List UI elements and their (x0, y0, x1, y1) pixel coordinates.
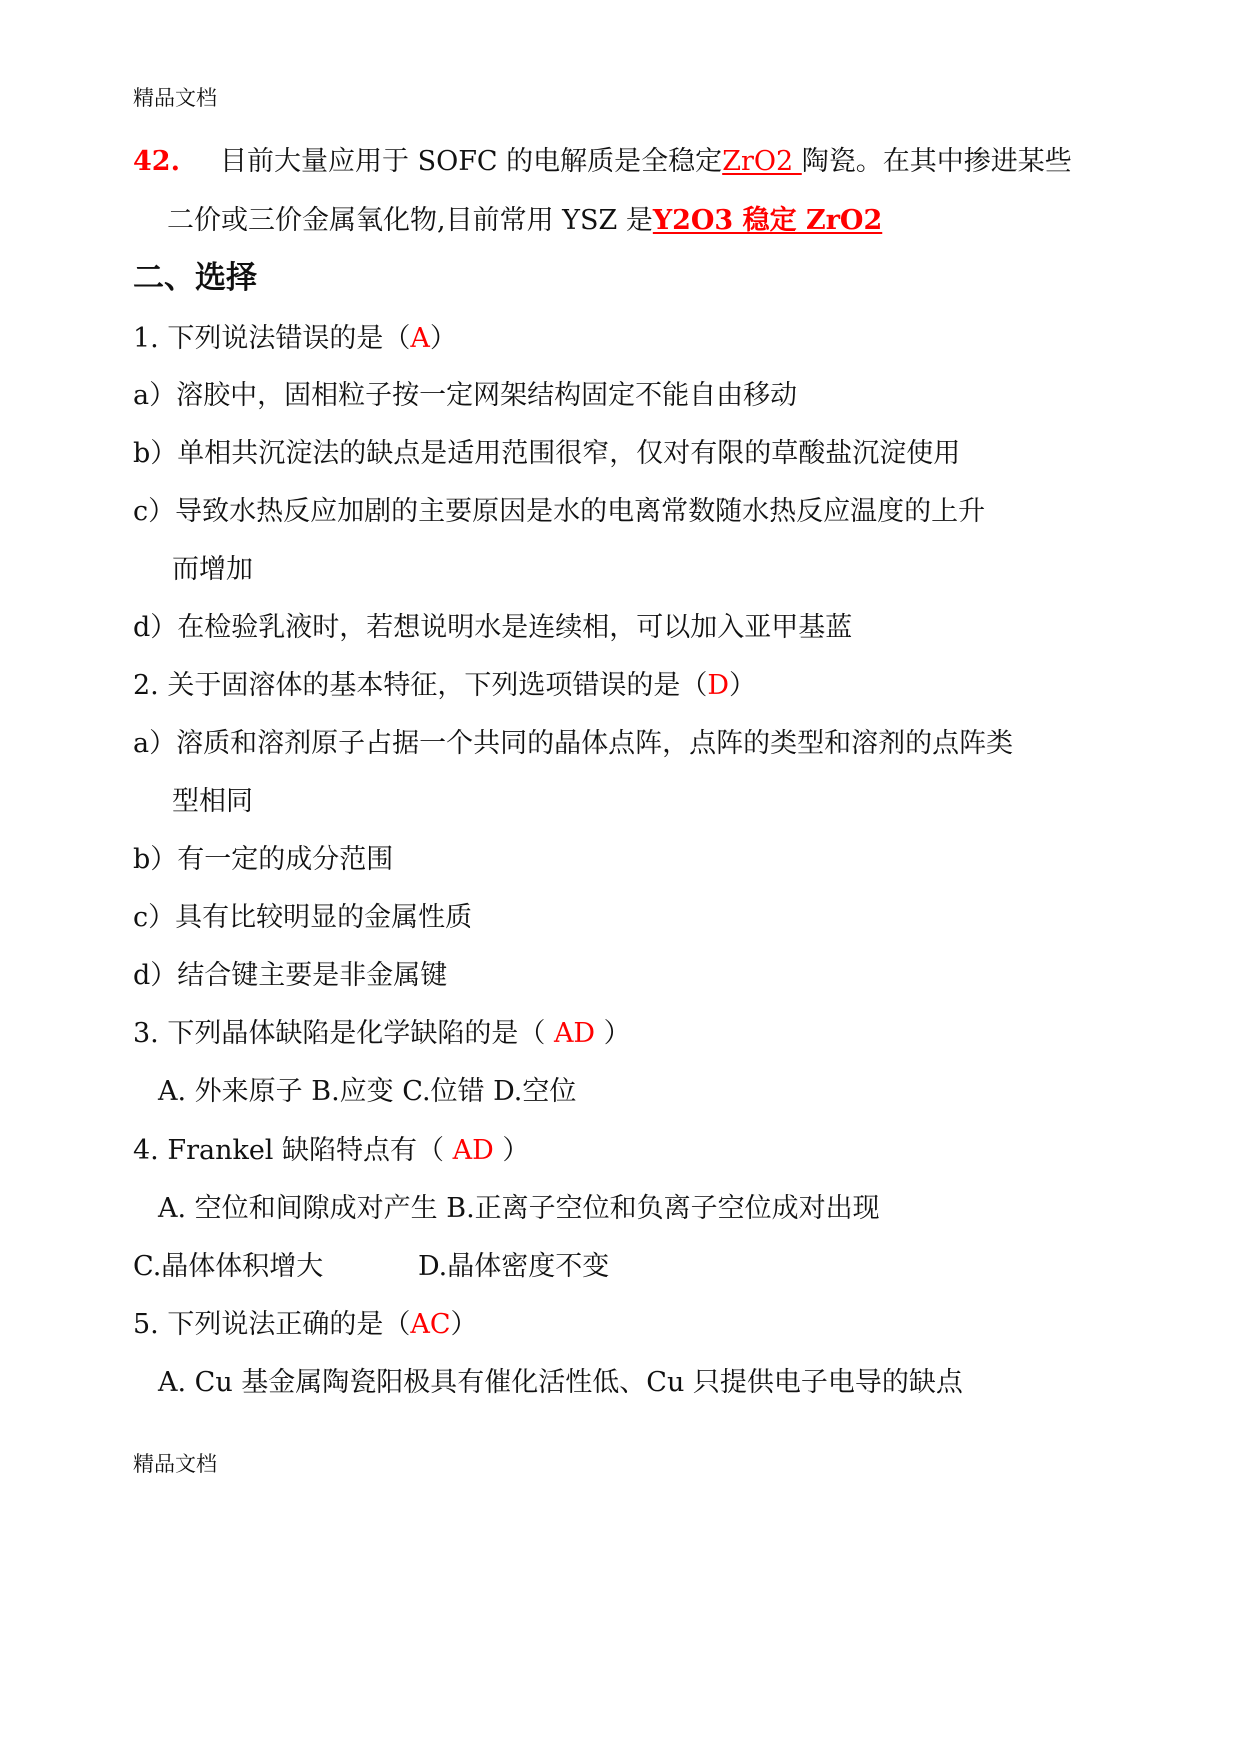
question-1-option-d: d）在检验乳液时，若想说明水是连续相，可以加入亚甲基蓝 (133, 612, 853, 643)
question-3-answer: AD (553, 1018, 596, 1049)
question-2-stem (133, 668, 756, 704)
page-header: 精品文档 (133, 86, 217, 110)
q42-line2-answer: Y2O3 稳定 ZrO2 (652, 205, 883, 236)
question-2-option-c: c）具有比较明显的金属性质 (133, 902, 473, 933)
question-3-text: 3. 下列晶体缺陷是化学缺陷的是（ (133, 1018, 554, 1049)
question-1-option-c: c）导致水热反应加剧的主要原因是水的电离常数随水热反应温度的上升 (133, 496, 986, 527)
question-4-text: 4. Frankel 缺陷特点有（ (133, 1135, 453, 1166)
question-1-option-c-cont: 而增加 (172, 554, 253, 585)
question-1-option-b: b）单相共沉淀法的缺点是适用范围很窄，仅对有限的草酸盐沉淀使用 (133, 438, 961, 469)
question-1-option-a: a）溶胶中，固相粒子按一定网架结构固定不能自由移动 (133, 380, 798, 411)
question-5-stem (133, 1307, 478, 1343)
question-3-stem (133, 1016, 631, 1052)
question-2-option-a-cont: 型相同 (172, 786, 253, 817)
question-2-close: ） (729, 670, 756, 701)
question-4-options-ab: A. 空位和间隙成对产生 B.正离子空位和负离子空位成对出现 (158, 1193, 880, 1224)
question-5-close: ） (450, 1309, 478, 1340)
q42-line1-answer: ZrO2 (722, 146, 802, 177)
question-4-answer: AD (452, 1135, 494, 1166)
question-4-stem (133, 1133, 529, 1169)
question-2-answer: D (707, 670, 729, 701)
question-2-option-d: d）结合键主要是非金属键 (133, 960, 448, 991)
q42-line-1 (133, 144, 1072, 180)
question-4-close: ） (493, 1135, 530, 1166)
question-5-answer: AC (410, 1309, 451, 1340)
question-1-stem (133, 321, 457, 357)
page-footer: 精品文档 (133, 1452, 217, 1476)
question-5-text: 5. 下列说法正确的是（ (133, 1309, 411, 1340)
question-2-option-b: b）有一定的成分范围 (133, 844, 394, 875)
q42-line1-text: 目前大量应用于 SOFC 的电解质是全稳定 (219, 146, 723, 177)
q42-line1-tail: 陶瓷。在其中掺进某些 (801, 146, 1072, 177)
question-1-close: ） (429, 323, 457, 354)
question-1-text: 1. 下列说法错误的是（ (133, 323, 411, 354)
section-title: 二、选择 (133, 260, 257, 296)
question-2-option-a: a）溶质和溶剂原子占据一个共同的晶体点阵，点阵的类型和溶剂的点阵类 (133, 728, 1014, 759)
q42-line2-text: 二价或三价金属氧化物,目前常用 YSZ 是 (167, 205, 653, 236)
question-2-text: 2. 关于固溶体的基本特征，下列选项错误的是（ (133, 670, 708, 701)
question-4-option-c: C.晶体体积增大 (133, 1251, 324, 1282)
question-1-answer: A (410, 323, 430, 354)
q42-number: 42. (133, 146, 180, 177)
question-5-option-a: A. Cu 基金属陶瓷阳极具有催化活性低、Cu 只提供电子电导的缺点 (158, 1367, 963, 1398)
question-3-options: A. 外来原子 B.应变 C.位错 D.空位 (158, 1076, 577, 1107)
question-4-option-d: D.晶体密度不变 (418, 1251, 610, 1282)
question-3-close: ） (595, 1018, 631, 1049)
q42-line-2 (167, 203, 882, 239)
